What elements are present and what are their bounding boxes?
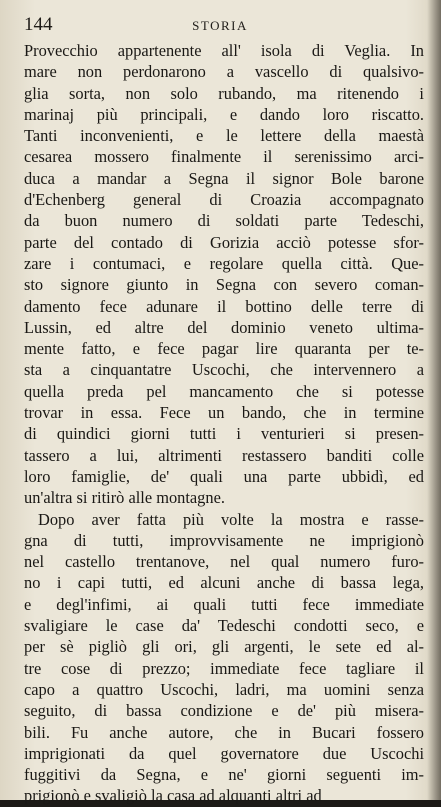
text-line: loro famiglie, de' quali una parte ubbidì, ed — [24, 466, 424, 486]
text-line: parte del contado di Gorizia acciò potesse sfor- — [24, 232, 424, 252]
paragraph — [24, 40, 424, 509]
text-line: Dopo aver fatta più volte la mostra e rasse- — [38, 509, 424, 529]
text-line: seguito, di bassa condizione e de' più misera- — [24, 701, 424, 721]
text-line: marinaj più principali, e dando loro riscatto. — [24, 104, 424, 124]
text-line: gna di tutti, improvvisamente ne imprigionò — [24, 530, 424, 550]
text-line: un'altra si ritirò alle montagne. — [24, 488, 225, 508]
text-line: Tanti inconvenienti, e le lettere della maestà — [24, 126, 424, 146]
paragraph — [24, 509, 424, 807]
text-line: Provecchio appartenente all' isola di Veglia. In — [24, 41, 424, 60]
text-line: sta a cinquantatre Uscochi, che intervennero a — [24, 360, 424, 380]
text-line: glia sorta, non solo rubando, ma ritenendo i — [24, 83, 424, 103]
text-line: fuggitivi da Segna, e ne' giorni seguenti im- — [24, 765, 424, 785]
page-number: 144 — [24, 14, 53, 35]
text-line: quella preda pel mancamento che si potesse — [24, 381, 424, 401]
text-line: zare i contumaci, e regolare quella città. Que- — [24, 253, 424, 273]
text-line: damento fece adunare il bottino delle terre di — [24, 296, 424, 316]
text-line: capo a quattro Uscochi, ladri, ma uomini senza — [24, 679, 424, 699]
body-text — [24, 40, 424, 807]
text-line: svaligiare le case da' Tedeschi condotti seco, e — [24, 616, 424, 636]
text-line: sto signore giunto in Segna con severo coman- — [24, 275, 424, 295]
text-line: d'Echenberg general di Croazia accompagnato — [24, 190, 424, 210]
text-line: di quindici giorni tutti i venturieri si presen- — [24, 424, 424, 444]
running-head: STORIA — [192, 18, 248, 33]
text-line: duca a mandar a Segna il signor Bole barone — [24, 168, 424, 188]
text-line: trovar in essa. Fece un bando, che in termine — [24, 403, 424, 423]
text-line: mente fatto, e fece pagar lire quaranta per te- — [24, 339, 424, 359]
text-line: prigionò e svaligiò la casa ad alquanti altri ad — [24, 786, 322, 806]
text-line: tre cose di prezzo; immediate fece tagliare il — [24, 658, 424, 678]
text-line: tassero a lui, altrimenti restassero banditi colle — [24, 445, 424, 465]
text-line: nel castello trentanove, nel qual numero furo- — [24, 552, 424, 572]
text-line: da buon numero di soldati parte Tedeschi, — [24, 211, 424, 231]
page-header — [20, 12, 420, 38]
text-line: per sè pigliò gli ori, gli argenti, le sete ed al- — [24, 637, 424, 657]
text-line: imprigionati da quel governatore due Uscochi — [24, 743, 424, 763]
page-edge-shadow — [427, 0, 441, 800]
text-line: bili. Fu anche autore, che in Bucari fossero — [24, 722, 424, 742]
text-line: no i capi tutti, ed alcuni anche di bassa lega, — [24, 573, 424, 593]
text-line: cesarea mossero finalmente il serenissimo arci- — [24, 147, 424, 167]
text-line: mare non perdonarono a vascello di qualsivo- — [24, 62, 424, 82]
text-line: Lussin, ed altre del dominio veneto ultima- — [24, 317, 424, 337]
text-line: e degl'infimi, ai quali tutti fece immediate — [24, 594, 424, 614]
